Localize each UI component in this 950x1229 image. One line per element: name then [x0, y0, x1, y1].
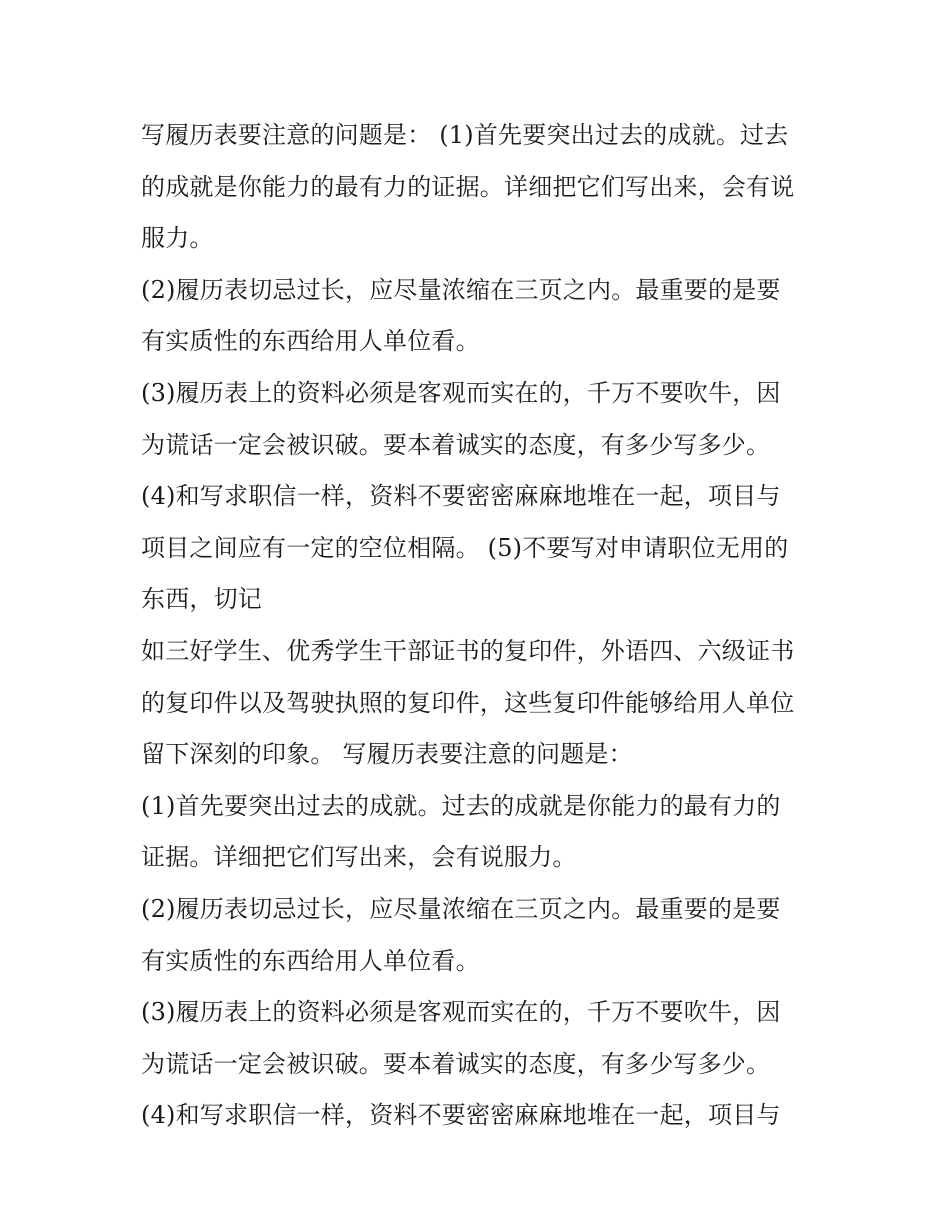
text-line-10: 东西，切记: [141, 585, 262, 614]
text-line-8: (4)和写求职信一样，资料不要密密麻麻地堆在一起，项目与: [141, 482, 781, 511]
text-line-9: 项目之间应有一定的空位相隔。 (5)不要写对申请职位无用的: [141, 533, 789, 562]
text-line-6: (3)履历表上的资料必须是客观而实在的，千万不要吹牛，因: [141, 378, 781, 407]
document-body: [141, 110, 821, 1142]
text-line-1: 写履历表要注意的问题是： (1)首先要突出过去的成就。过去: [141, 121, 789, 149]
text-line-4: (2)履历表切忌过长，应尽量浓缩在三页之内。最重要的是要: [141, 275, 781, 304]
text-line-3: 服力。: [141, 224, 214, 253]
text-line-14: (1)首先要突出过去的成就。过去的成就是你能力的最有力的: [141, 791, 781, 820]
text-line-12: 的复印件以及驾驶执照的复印件，这些复印件能够给用人单位: [141, 688, 795, 717]
text-line-16: (2)履历表切忌过长，应尽量浓缩在三页之内。最重要的是要: [141, 894, 781, 923]
text-line-11: 如三好学生、优秀学生干部证书的复印件，外语四、六级证书: [141, 636, 795, 665]
text-line-17: 有实质性的东西给用人单位看。: [141, 946, 480, 975]
text-line-18: (3)履历表上的资料必须是客观而实在的，千万不要吹牛，因: [141, 998, 781, 1027]
text-line-5: 有实质性的东西给用人单位看。: [141, 327, 480, 356]
text-line-20: (4)和写求职信一样，资料不要密密麻麻地堆在一起，项目与: [141, 1101, 781, 1130]
text-line-2: 的成就是你能力的最有力的证据。详细把它们写出来，会有说: [141, 172, 795, 201]
text-line-7: 为谎话一定会被识破。要本着诚实的态度，有多少写多少。: [141, 430, 771, 459]
text-line-13: 留下深刻的印象。 写履历表要注意的问题是：: [141, 740, 633, 769]
text-line-19: 为谎话一定会被识破。要本着诚实的态度，有多少写多少。: [141, 1049, 771, 1078]
text-line-15: 证据。详细把它们写出来，会有说服力。: [141, 843, 577, 872]
